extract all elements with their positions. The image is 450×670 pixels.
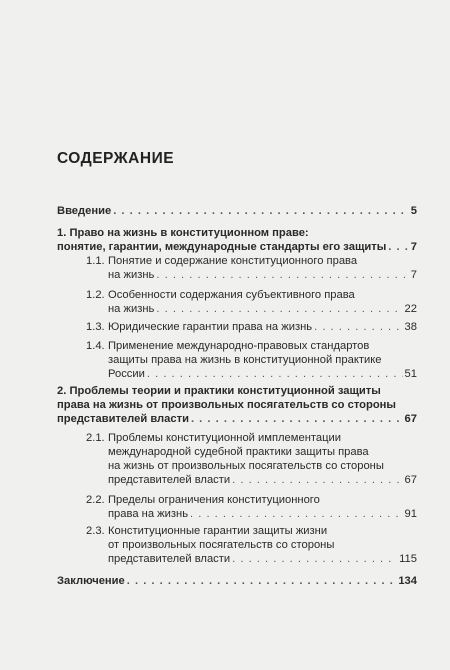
toc-entry-title: Пределы ограничения конституционного xyxy=(108,494,320,506)
toc-entry-title-cont: на жизнь xyxy=(108,269,155,281)
section-number: 2.3. xyxy=(86,525,105,537)
page-number: 51 xyxy=(404,368,417,380)
toc-entry-title: Конституционные гарантии защиты жизни xyxy=(108,525,328,537)
toc-entry-title-cont: России xyxy=(108,368,145,380)
dot-leader xyxy=(156,268,408,282)
toc-entry-title-cont: представителей власти xyxy=(108,553,231,565)
toc-entry-chapter-2[interactable] xyxy=(57,384,417,426)
toc-entry-title-cont: представителей власти xyxy=(57,413,189,425)
section-number: 2.2. xyxy=(86,494,105,506)
toc-entry-title: Применение международно-правовых стандартов xyxy=(108,340,370,352)
page-number: 22 xyxy=(404,303,417,315)
page-number: 7 xyxy=(410,269,417,281)
toc-entry-title: Введение xyxy=(57,205,112,217)
dot-leader xyxy=(232,552,397,566)
dot-leader xyxy=(127,574,397,588)
dot-leader xyxy=(113,204,409,218)
section-number: 1.3. xyxy=(86,321,105,333)
page-title: СОДЕРЖАНИЕ xyxy=(57,150,175,167)
toc-entry-title-cont: права на жизнь xyxy=(108,508,189,520)
page-number: 5 xyxy=(410,205,417,217)
section-number: 1.4. xyxy=(86,340,105,352)
section-number: 1.2. xyxy=(86,289,105,301)
dot-leader xyxy=(191,412,403,426)
page-number: 7 xyxy=(410,241,417,253)
page-number: 67 xyxy=(404,474,417,486)
section-number: 2.1. xyxy=(86,432,105,444)
toc-entry-title: 2. Проблемы теории и практики конституционной защиты xyxy=(57,385,381,397)
toc-entry-title-cont: права на жизнь от произвольных посягательств со стороны xyxy=(57,399,396,411)
toc-entry-section-2-2[interactable] xyxy=(86,493,417,521)
toc-entry-title: Особенности содержания субъективного права xyxy=(108,289,355,301)
toc-entry-introduction[interactable] xyxy=(57,204,417,218)
dot-leader xyxy=(314,320,402,334)
toc-entry-title-cont: на жизнь от произвольных посягательств со стороны xyxy=(108,460,384,472)
dot-leader xyxy=(232,473,402,487)
page-number: 115 xyxy=(399,553,417,565)
dot-leader xyxy=(388,240,408,254)
page-number: 91 xyxy=(404,508,417,520)
toc-entry-title-cont: международной судебной практики защиты права xyxy=(108,446,369,458)
toc-entry-section-1-3[interactable] xyxy=(86,320,417,334)
page-number: 134 xyxy=(398,575,417,587)
toc-entry-section-2-3[interactable] xyxy=(86,524,417,566)
toc-entry-title-cont: от произвольных посягательств со стороны xyxy=(108,539,335,551)
toc-entry-conclusion[interactable] xyxy=(57,574,417,588)
toc-entry-section-2-1[interactable] xyxy=(86,431,417,487)
toc-entry-title-cont: защиты права на жизнь в конституционной практике xyxy=(108,354,382,366)
toc-entry-title-cont: понятие, гарантии, международные стандарты его защиты xyxy=(57,241,387,253)
dot-leader xyxy=(190,507,403,521)
toc-entry-title: Заключение xyxy=(57,575,125,587)
toc-entry-title-cont: на жизнь xyxy=(108,303,155,315)
page-number: 67 xyxy=(404,413,417,425)
toc-entry-title: Проблемы конституционной имплементации xyxy=(108,432,341,444)
section-number: 1.1. xyxy=(86,255,105,267)
toc-entry-title-cont: представителей власти xyxy=(108,474,231,486)
toc-entry-title: Понятие и содержание конституционного права xyxy=(108,255,358,267)
dot-leader xyxy=(156,302,402,316)
toc-entry-title: 1. Право на жизнь в конституционном праве: xyxy=(57,227,309,239)
dot-leader xyxy=(147,367,403,381)
page-number: 38 xyxy=(404,321,417,333)
toc-entry-section-1-1[interactable] xyxy=(86,254,417,282)
toc-entry-chapter-1[interactable] xyxy=(57,226,417,254)
toc-entry-section-1-4[interactable] xyxy=(86,339,417,381)
toc-entry-title: Юридические гарантии права на жизнь xyxy=(108,321,313,333)
toc-entry-section-1-2[interactable] xyxy=(86,288,417,316)
